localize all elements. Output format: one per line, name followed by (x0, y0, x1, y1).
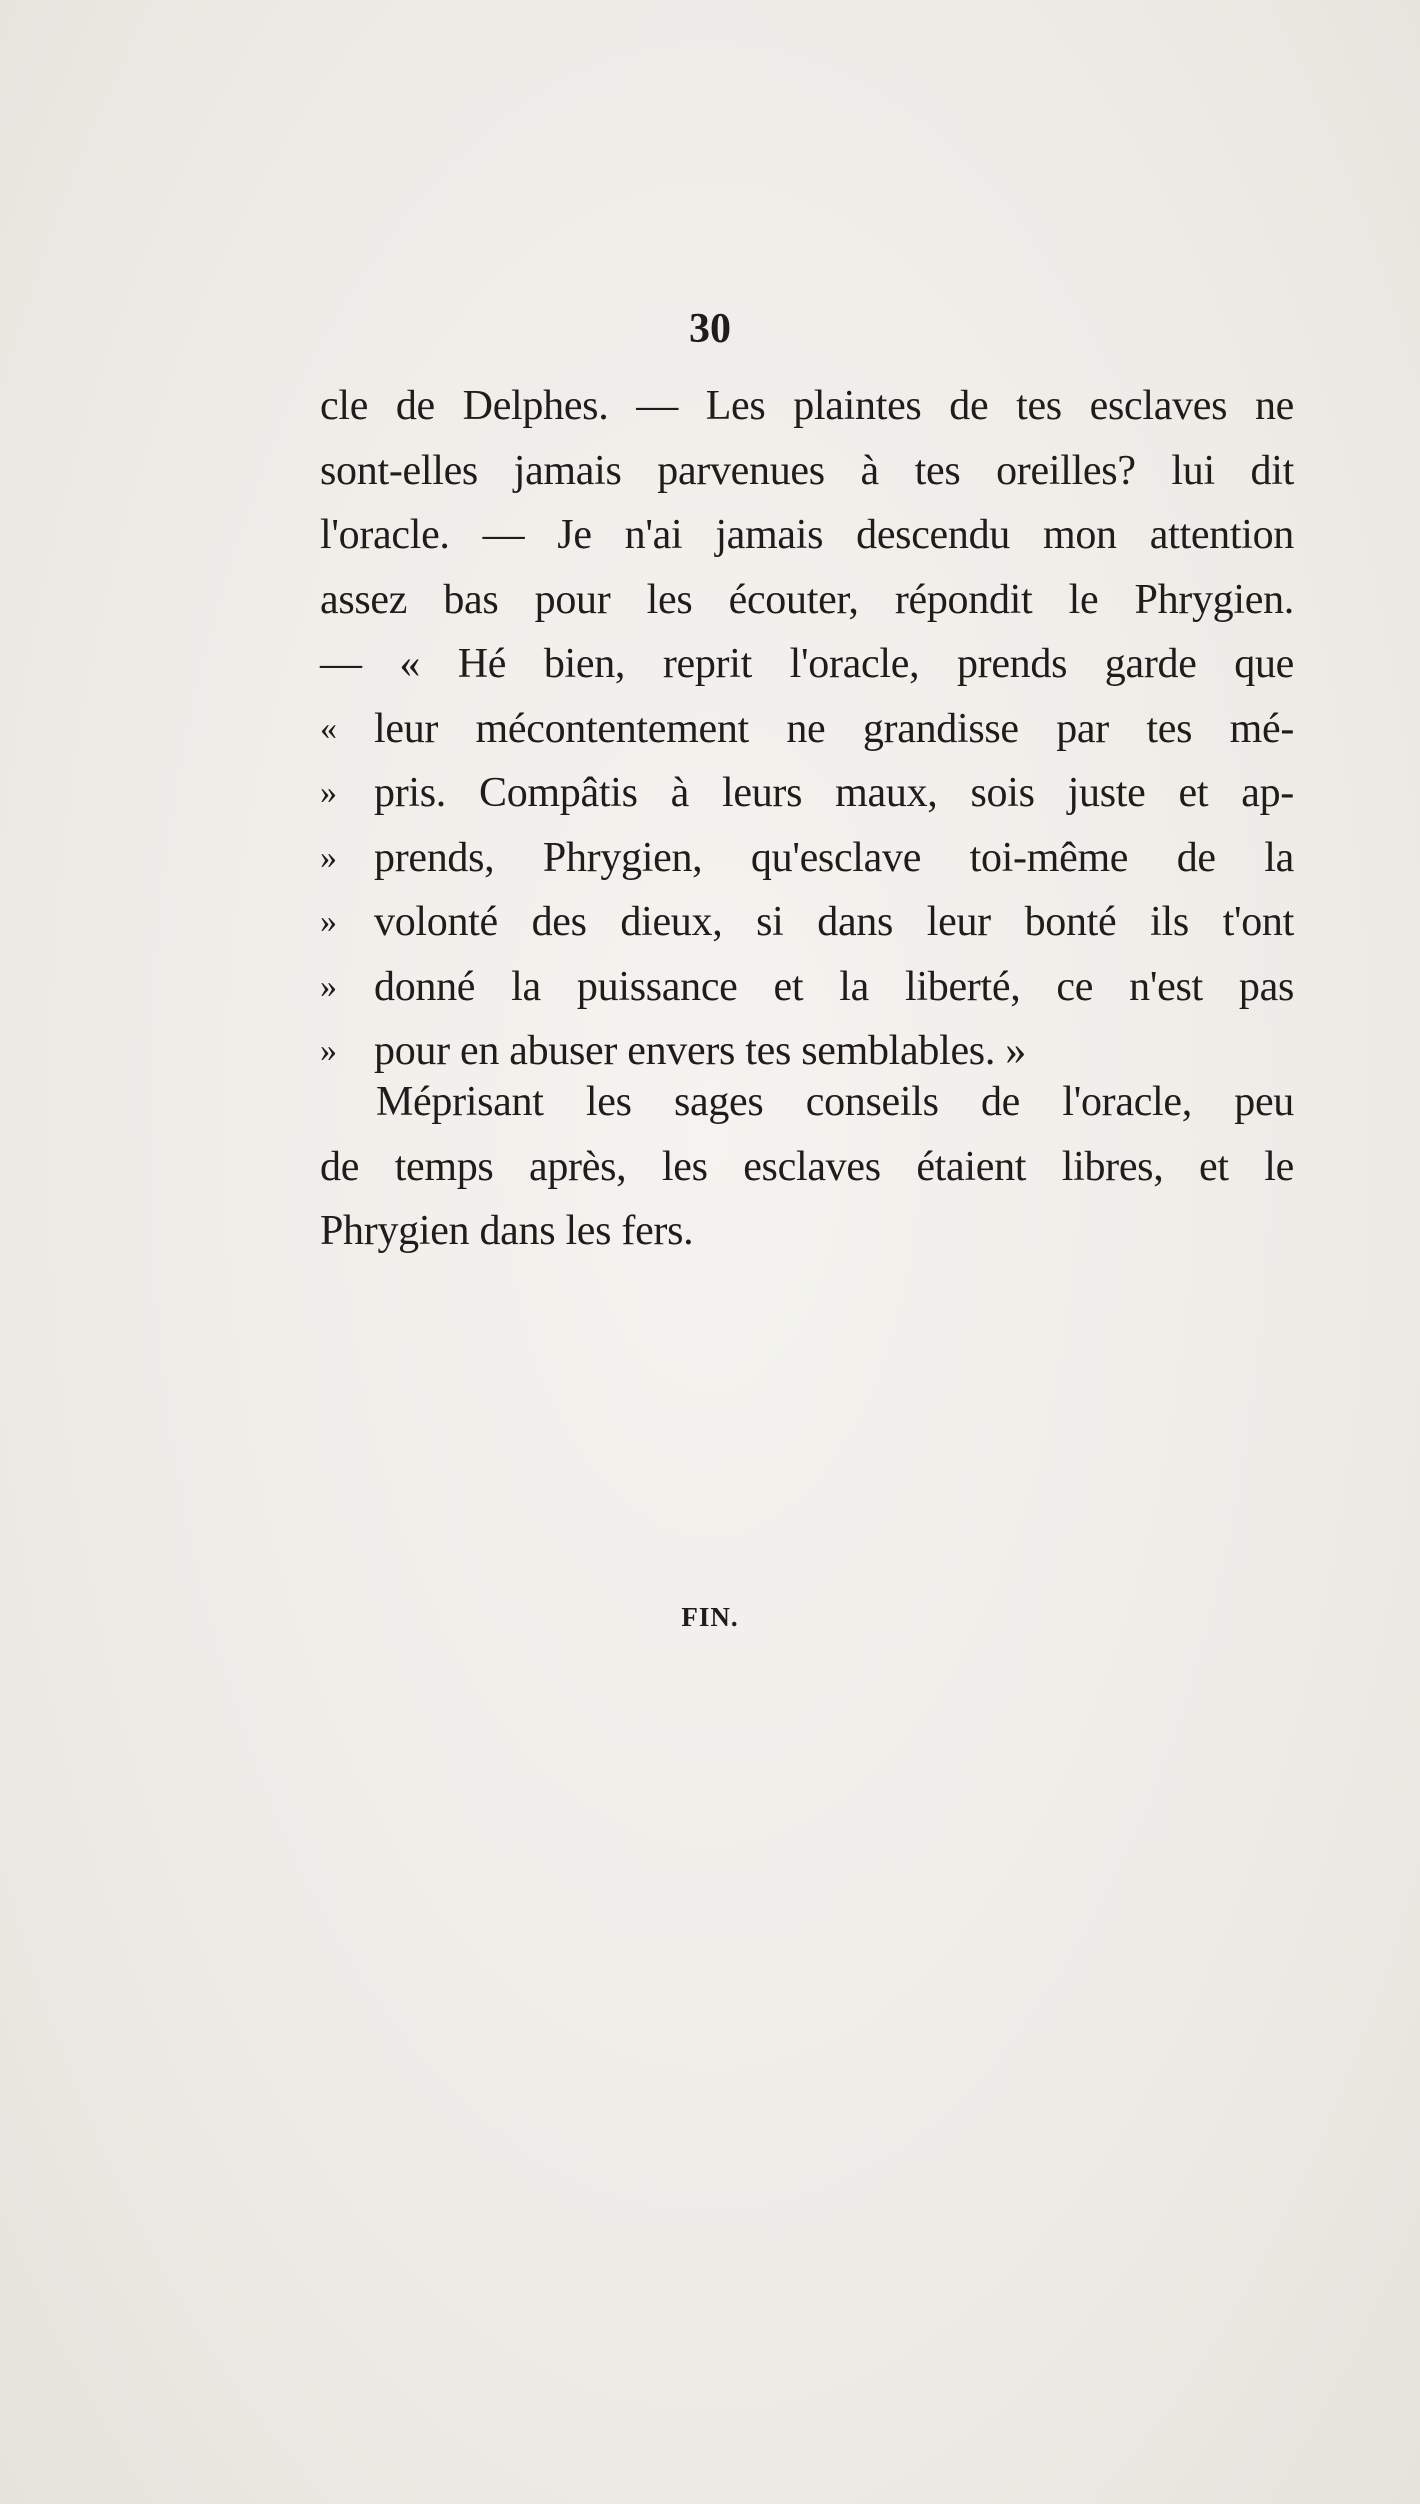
quoted-line: » pour en abuser envers tes semblables. » (320, 1019, 1294, 1084)
text-line: sont-elles jamais parvenues à tes oreilles? lui dit (320, 447, 1294, 494)
quoted-line: » prends, Phrygien, qu'esclave toi-même de la (320, 826, 1294, 891)
quoted-line: » volonté des dieux, si dans leur bonté ils t'ont (320, 890, 1294, 955)
text-line: l'oracle. — Je n'ai jamais descendu mon attention (320, 512, 1294, 558)
guillemet: » (320, 838, 337, 876)
paragraph-1 (320, 374, 1294, 1084)
text-line: de temps après, les esclaves étaient libres, et le (320, 1143, 1294, 1190)
guillemet: » (320, 903, 337, 940)
guillemet: » (320, 774, 337, 811)
end-mark: FIN. (681, 1602, 739, 1632)
text-line: Phrygien dans les fers. (320, 1208, 694, 1254)
quoted-line: » donné la puissance et la liberté, ce n'est pas (320, 955, 1294, 1020)
text-line: Méprisant les sages conseils de l'oracle, peu (376, 1079, 1294, 1125)
text-line: cle de Delphes. — Les plaintes de tes esclaves ne (320, 383, 1294, 429)
quoted-line: » pris. Compâtis à leurs maux, sois juste et ap- (320, 761, 1294, 826)
page-number: 30 (689, 306, 731, 352)
guillemet: » (320, 967, 337, 1005)
paragraph-2 (320, 1070, 1294, 1264)
text-line: — « Hé bien, reprit l'oracle, prends garde que (320, 641, 1294, 687)
text-line: assez bas pour les écouter, répondit le Phrygien. (320, 576, 1294, 623)
quoted-line: « leur mécontentement ne grandisse par tes mé- (320, 697, 1294, 762)
guillemet: » (320, 1032, 337, 1069)
guillemet: « (320, 709, 337, 747)
